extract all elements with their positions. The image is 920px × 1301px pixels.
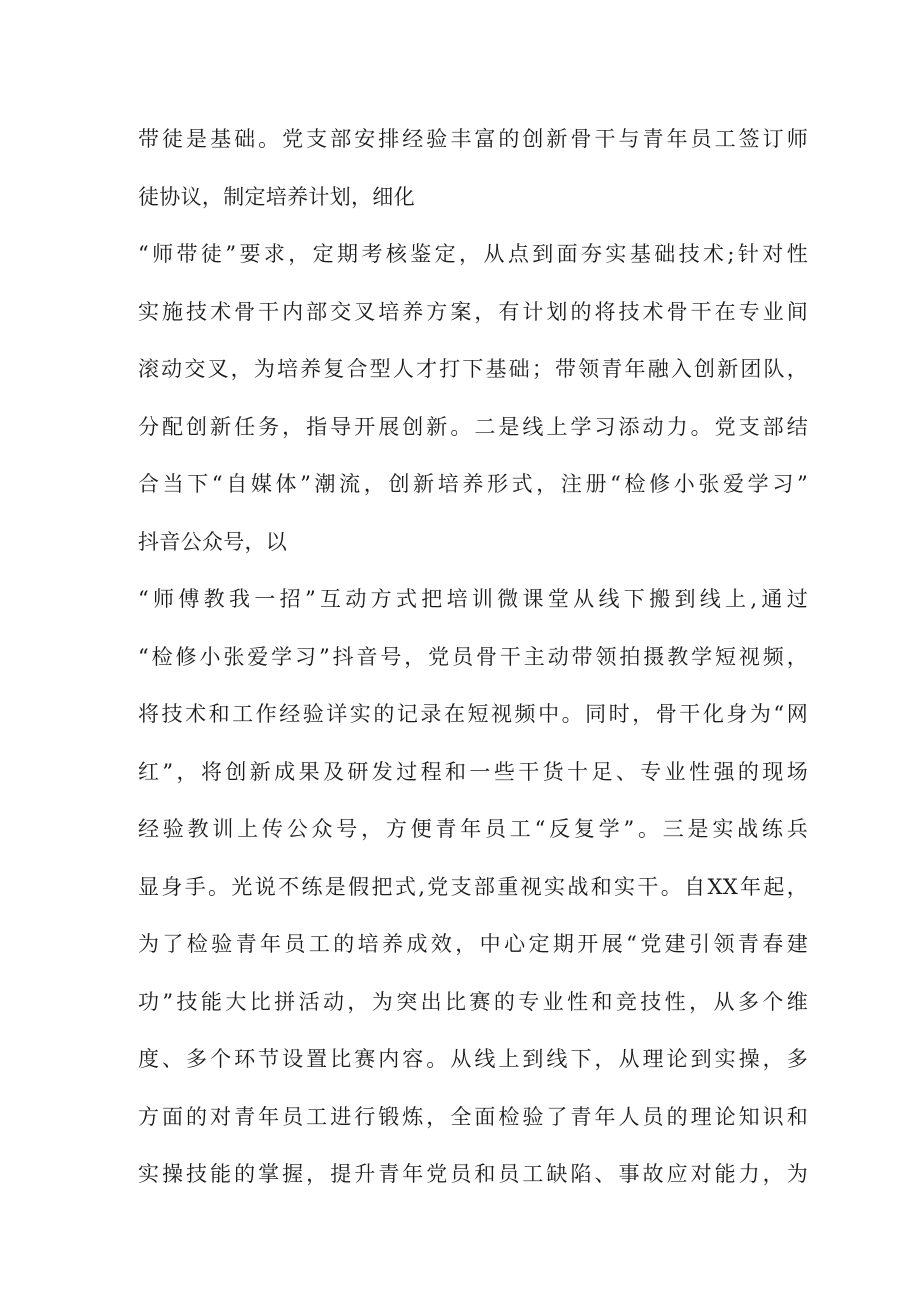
text-line-16: 功”技能大比拼活动，为突出比赛的专业性和竞技性，从多个维 [138,989,808,1014]
text-line-13: 经验教训上传公众号，方便青年员工“反复学”。三是实战练兵 [138,817,808,841]
text-line-10: “检修小张爱学习”抖音号，党员骨干主动带领拍摄教学短视频， [138,644,808,669]
text-line-12: 红”，将创新成果及研发过程和一些干货十足、专业性强的现场 [138,759,808,784]
text-line-19: 实操技能的掌握，提升青年党员和员工缺陷、事故应对能力，为 [138,1162,808,1186]
text-line-17: 度、多个环节设置比赛内容。从线上到线下，从理论到实操，多 [138,1047,808,1071]
text-line-3: “师带徒”要求，定期考核鉴定，从点到面夯实基础技术;针对性 [138,242,808,266]
text-line-9: “师傅教我一招”互动方式把培训微课堂从线下搬到线上,通过 [138,587,808,611]
text-line-2: 徒协议，制定培养计划，细化 [138,184,415,209]
text-line-15: 为了检验青年员工的培养成效，中心定期开展“党建引领青春建 [138,932,808,956]
text-line-1: 带徒是基础。党支部安排经验丰富的创新骨干与青年员工签订师 [138,127,808,151]
text-line-6: 分配创新任务，指导开展创新。二是线上学习添动力。党支部结 [138,414,808,439]
text-line-18: 方面的对青年员工进行锻炼，全面检验了青年人员的理论知识和 [138,1104,808,1129]
text-line-5: 滚动交叉，为培养复合型人才打下基础；带领青年融入创新团队， [138,357,808,381]
text-line-4: 实施技术骨干内部交叉培养方案，有计划的将技术骨干在专业间 [138,299,808,324]
text-line-8: 抖音公众号，以 [138,529,288,554]
body-text [138,116,808,1209]
text-line-11: 将技术和工作经验详实的记录在短视频中。同时，骨干化身为“网 [138,702,808,726]
text-line-14: 显身手。光说不练是假把式,党支部重视实战和实干。自XX年起， [138,874,808,899]
text-line-7: 合当下“自媒体”潮流，创新培养形式，注册“检修小张爱学习” [138,472,808,496]
